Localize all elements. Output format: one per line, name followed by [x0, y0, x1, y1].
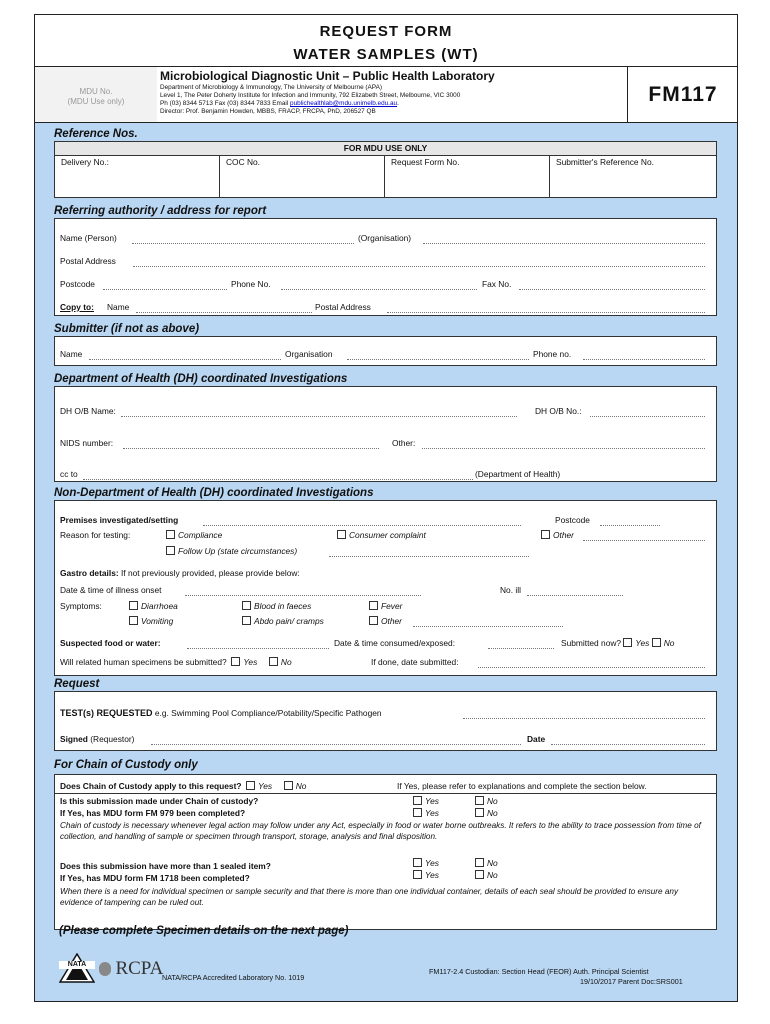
reason-label: Reason for testing:: [60, 530, 131, 540]
dept-of-health-label: (Department of Health): [475, 469, 561, 479]
tests-requested-input[interactable]: [463, 718, 705, 719]
fm1718-no[interactable]: No: [475, 870, 498, 880]
doc-control-line2: 19/10/2017 Parent Doc:SRS001: [580, 977, 683, 986]
if-done-label: If done, date submitted:: [371, 657, 459, 667]
fax-input[interactable]: [519, 289, 705, 290]
gastro-details-label: Gastro details: If not previously provided, please provide below:: [60, 568, 300, 578]
symptom-other-option[interactable]: Other: [369, 616, 402, 626]
mdu-use-label: (MDU Use only): [67, 97, 125, 106]
human-specimens-label: Will related human specimens be submitted? Yes No: [60, 657, 292, 667]
form-header: [35, 15, 737, 122]
section-reference: Reference Nos.: [54, 128, 138, 140]
coc-box: [54, 774, 717, 930]
blood-in-faeces-checkbox[interactable]: [242, 601, 251, 610]
rcpa-logo: RCPA: [99, 958, 163, 980]
if-done-input[interactable]: [478, 667, 705, 668]
submitter-phone-label: Phone no.: [533, 349, 572, 359]
fm1718-yes[interactable]: Yes: [413, 870, 439, 880]
coc-submission-yes[interactable]: Yes: [413, 796, 439, 806]
rcpa-crest-icon: [99, 962, 111, 976]
dh-ob-no-input[interactable]: [590, 416, 705, 417]
postcode-input[interactable]: [103, 289, 227, 290]
postal-address-input[interactable]: [133, 266, 705, 267]
next-page-note: (Please complete Specimen details on the next page): [59, 925, 349, 937]
illness-onset-label: Date & time of illness onset: [60, 585, 162, 595]
nids-label: NIDS number:: [60, 438, 114, 448]
section-request: Request: [54, 678, 100, 690]
follow-up-option[interactable]: Follow Up (state circumstances): [166, 546, 297, 556]
doc-control-line1: FM117-2.4 Custodian: Section Head (FEOR) Auth. Principal Scientist: [429, 967, 649, 976]
consumer-complaint-option[interactable]: Consumer complaint: [337, 530, 426, 540]
coc-apply-question: Does Chain of Custody apply to this request? Yes No: [60, 781, 307, 791]
submitter-name-label: Name: [60, 349, 83, 359]
consumer-complaint-checkbox[interactable]: [337, 530, 346, 539]
human-no-checkbox[interactable]: [269, 657, 278, 666]
dh-ob-no-label: DH O/B No.:: [535, 406, 582, 416]
reference-box: [54, 141, 717, 198]
postcode-label: Postcode: [60, 279, 95, 289]
submitter-org-label: Organisation: [285, 349, 333, 359]
illness-onset-input[interactable]: [185, 595, 421, 596]
coc-explanation: Chain of custody is necessary whenever legal action may follow under any Act, especially in food or water borne outbreaks. It refers to the ability to trace possession from time of collection, and handling of sample or specimen through transport, storage, analysis and final disposition.: [60, 821, 701, 841]
reason-other-checkbox[interactable]: [541, 530, 550, 539]
form-page: [34, 14, 738, 1002]
nondh-postcode-label: Postcode: [555, 515, 590, 525]
dh-ob-name-label: DH O/B Name:: [60, 406, 116, 416]
sealed-yes[interactable]: Yes: [413, 858, 439, 868]
follow-up-input[interactable]: [329, 556, 529, 557]
submitter-box: [54, 336, 717, 366]
mdu-no-label: MDU No.: [79, 87, 113, 96]
tests-requested-label: TEST(s) REQUESTED e.g. Swimming Pool Compliance/Potability/Specific Pathogen: [60, 708, 382, 718]
submitter-ref-field[interactable]: Submitter's Reference No.: [556, 157, 654, 167]
submitter-phone-input[interactable]: [583, 359, 705, 360]
name-person-input[interactable]: [132, 243, 354, 244]
lab-address-line2: Level 1, The Peter Doherty Institute for Infection and Immunity, 792 Elizabeth Street, Melbourne, VIC 3000: [160, 92, 461, 99]
reason-other-input[interactable]: [583, 540, 705, 541]
dh-other-label: Other:: [392, 438, 416, 448]
referring-box: [54, 218, 717, 316]
follow-up-checkbox[interactable]: [166, 546, 175, 555]
consumed-label: Date & time consumed/exposed:: [334, 638, 456, 648]
coc-if-yes-note: If Yes, please refer to explanations and complete the section below.: [397, 781, 647, 791]
request-box: [54, 691, 717, 751]
fm1718-yes-checkbox[interactable]: [413, 870, 422, 879]
copy-to-label: Copy to:: [60, 302, 94, 312]
vomiting-checkbox[interactable]: [129, 616, 138, 625]
seal-explanation: When there is a need for individual specimen or sample security and that there is more than one individual container, details of each seal should be provided to ensure any evidence of tampering can be ruled out.: [60, 887, 679, 907]
vomiting-option[interactable]: Vomiting: [129, 616, 173, 626]
coc-apply-no-checkbox[interactable]: [284, 781, 293, 790]
lab-address-line1: Department of Microbiology & Immunology, The University of Melbourne (APA): [160, 84, 382, 91]
fm979-question: If Yes, has MDU form FM 979 been completed?: [60, 808, 246, 818]
copy-postal-label: Postal Address: [315, 302, 371, 312]
lab-name: Microbiological Diagnostic Unit – Public Health Laboratory: [160, 69, 495, 83]
mdu-use-only-banner: FOR MDU USE ONLY: [55, 142, 716, 156]
coc-apply-yes-checkbox[interactable]: [246, 781, 255, 790]
copy-name-input[interactable]: [136, 312, 312, 313]
diarrhoea-option[interactable]: Diarrhoea: [129, 601, 178, 611]
human-yes-checkbox[interactable]: [231, 657, 240, 666]
symptoms-label: Symptoms:: [60, 601, 102, 611]
submitted-now-label: Submitted now? Yes No: [561, 638, 675, 648]
postal-address-label: Postal Address: [60, 256, 116, 266]
submitter-org-input[interactable]: [347, 359, 529, 360]
abdo-pain-option[interactable]: Abdo pain/ cramps: [242, 616, 324, 626]
diarrhoea-checkbox[interactable]: [129, 601, 138, 610]
dh-other-input[interactable]: [422, 448, 705, 449]
submitter-name-input[interactable]: [89, 359, 281, 360]
cc-to-label: cc to: [60, 469, 78, 479]
section-referring: Referring authority / address for report: [54, 205, 267, 217]
fm1718-question: If Yes, has MDU form FM 1718 been completed?: [60, 873, 250, 883]
date-input[interactable]: [551, 744, 705, 745]
fm979-no[interactable]: No: [475, 808, 498, 818]
submitted-now-no-checkbox[interactable]: [652, 638, 661, 647]
lab-contact-line: Ph (03) 8344 5713 Fax (03) 8344 7833 Email publichealthlab@mdu.unimelb.edu.au.: [160, 100, 399, 107]
dh-box: [54, 386, 717, 482]
delivery-no-field[interactable]: Delivery No.:: [55, 155, 220, 198]
suspected-food-label: Suspected food or water:: [60, 638, 161, 648]
lab-director-line: Director: Prof. Benjamin Howden, MBBS, FRACP, FRCPA, PhD, 206527 QB: [160, 108, 376, 115]
fm979-yes-checkbox[interactable]: [413, 808, 422, 817]
compliance-checkbox[interactable]: [166, 530, 175, 539]
form-title-line1: REQUEST FORM: [319, 23, 453, 40]
abdo-pain-checkbox[interactable]: [242, 616, 251, 625]
section-dh: Department of Health (DH) coordinated Investigations: [54, 373, 348, 385]
submitted-now-yes-checkbox[interactable]: [623, 638, 632, 647]
signed-input[interactable]: [151, 744, 521, 745]
symptom-other-checkbox[interactable]: [369, 616, 378, 625]
suspected-food-input[interactable]: [187, 648, 329, 649]
lab-email-link[interactable]: publichealthlab@mdu.unimelb.edu.au: [290, 100, 398, 107]
premises-label: Premises investigated/setting: [60, 515, 179, 525]
coc-submission-yes-checkbox[interactable]: [413, 796, 422, 805]
fm979-no-checkbox[interactable]: [475, 808, 484, 817]
form-title-line2: WATER SAMPLES (WT): [293, 46, 479, 63]
coc-submission-question: Is this submission made under Chain of custody?: [60, 796, 259, 806]
coc-submission-no[interactable]: No: [475, 796, 498, 806]
fm979-yes[interactable]: Yes: [413, 808, 439, 818]
sealed-yes-checkbox[interactable]: [413, 858, 422, 867]
coc-divider: [55, 793, 716, 794]
compliance-option[interactable]: Compliance: [166, 530, 222, 540]
section-chain-of-custody: For Chain of Custody only: [54, 759, 198, 771]
symptom-other-input[interactable]: [413, 626, 563, 627]
nata-logo: NATA: [59, 953, 95, 983]
lab-details: [157, 66, 627, 123]
consumed-input[interactable]: [488, 648, 554, 649]
sealed-no[interactable]: No: [475, 858, 498, 868]
organisation-label: (Organisation): [358, 233, 412, 243]
no-ill-input[interactable]: [527, 595, 623, 596]
premises-input[interactable]: [203, 525, 521, 526]
accreditation-note: NATA/RCPA Accredited Laboratory No. 1019: [162, 973, 305, 982]
form-code: FM117: [627, 66, 738, 123]
blood-in-faeces-option[interactable]: Blood in faeces: [242, 601, 311, 611]
reason-other-option[interactable]: Other: [541, 530, 574, 540]
sealed-item-question: Does this submission have more than 1 sealed item?: [60, 861, 271, 871]
copy-postal-input[interactable]: [387, 312, 705, 313]
section-non-dh: Non-Department of Health (DH) coordinated Investigations: [54, 487, 374, 499]
non-dh-box: [54, 500, 717, 676]
fever-checkbox[interactable]: [369, 601, 378, 610]
sealed-no-checkbox[interactable]: [475, 858, 484, 867]
dh-ob-name-input[interactable]: [121, 416, 517, 417]
organisation-input[interactable]: [423, 243, 705, 244]
header-divider: [35, 122, 737, 123]
no-ill-label: No. ill: [500, 585, 521, 595]
fm1718-no-checkbox[interactable]: [475, 870, 484, 879]
name-person-label: Name (Person): [60, 233, 117, 243]
coc-submission-no-checkbox[interactable]: [475, 796, 484, 805]
nids-input[interactable]: [123, 448, 379, 449]
fax-label: Fax No.: [482, 279, 512, 289]
copy-name-label: Name: [107, 302, 130, 312]
signed-label: Signed (Requestor): [60, 734, 135, 744]
coc-no-field[interactable]: COC No.: [220, 155, 385, 198]
request-form-no-field[interactable]: Request Form No.: [385, 155, 550, 198]
cc-to-input[interactable]: [83, 479, 473, 480]
nondh-postcode-input[interactable]: [600, 525, 660, 526]
fever-option[interactable]: Fever: [369, 601, 402, 611]
date-label: Date: [527, 734, 546, 744]
phone-input[interactable]: [281, 289, 477, 290]
phone-label: Phone No.: [231, 279, 271, 289]
mdu-number-box[interactable]: [35, 66, 158, 123]
section-submitter: Submitter (if not as above): [54, 323, 200, 335]
